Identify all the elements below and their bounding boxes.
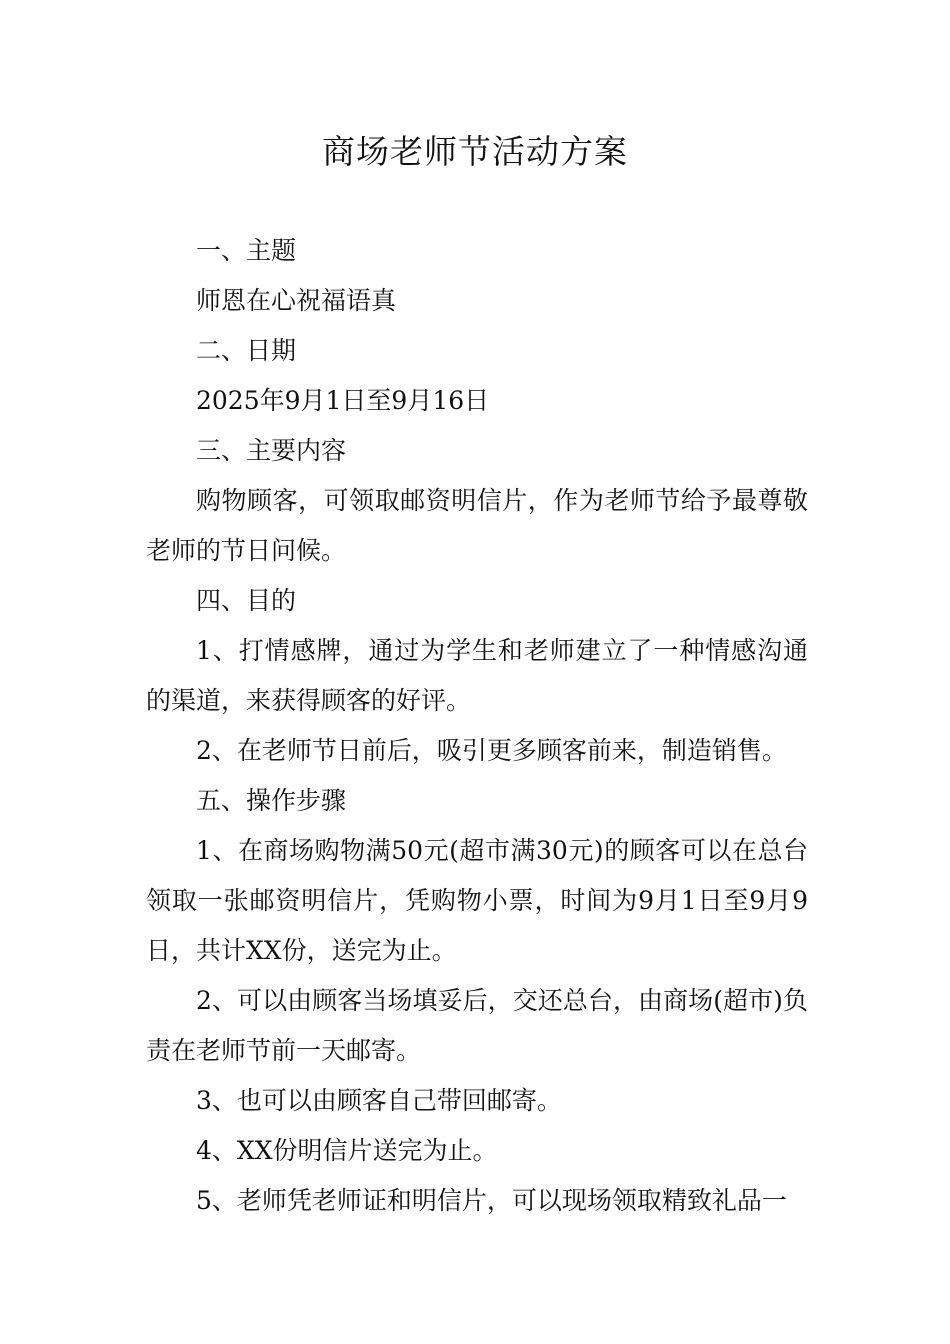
purpose-item-1: 1、打情感牌，通过为学生和老师建立了一种情感沟通的渠道，来获得顾客的好评。: [146, 636, 808, 715]
step-item-1: 1、在商场购物满50元(超市满30元)的顾客可以在总台领取一张邮资明信片，凭购物小票，时间为9月1日至9月9日，共计XX份，送完为止。: [146, 836, 808, 965]
heading-steps: 五、操作步骤: [196, 786, 347, 815]
theme-text: 师恩在心祝福语真: [196, 286, 397, 315]
date-text: 2025年9月1日至9月16日: [196, 386, 490, 415]
heading-date: 二、日期: [196, 336, 297, 365]
content-text: 购物顾客，可领取邮资明信片，作为老师节给予最尊敬老师的节日问候。: [146, 486, 808, 565]
heading-purpose: 四、目的: [196, 586, 297, 615]
step-item-2: 2、可以由顾客当场填妥后，交还总台，由商场(超市)负责在老师节前一天邮寄。: [146, 986, 808, 1065]
document-title: 商场老师节活动方案: [322, 132, 628, 171]
step-item-4: 4、XX份明信片送完为止。: [196, 1136, 498, 1165]
document-body: [146, 226, 808, 1226]
heading-content: 三、主要内容: [196, 436, 347, 465]
step-item-3: 3、也可以由顾客自己带回邮寄。: [196, 1086, 562, 1115]
purpose-item-2: 2、在老师节日前后，吸引更多顾客前来，制造销售。: [196, 736, 787, 765]
step-item-5: 5、老师凭老师证和明信片，可以现场领取精致礼品一: [196, 1186, 787, 1215]
heading-theme: 一、主题: [196, 236, 297, 265]
